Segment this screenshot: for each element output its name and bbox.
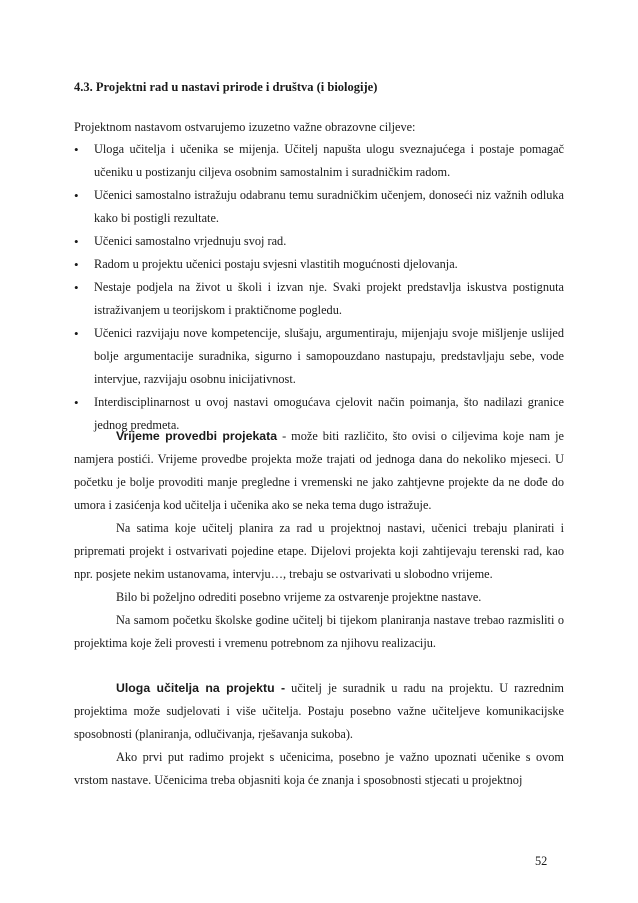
paragraph-text: - može biti različito, što ovisi o ciljevima koje nam je namjera postići. Vrijeme provedbe projekta može trajati od jednoga dana do nekoliko mjeseci. U početku je bolje provoditi manje pregledne i vremenski ne jako zahtjevne projekte da ne dođe do umora i zasićenja kod učitelja i učenika ako se neka tema dugo istražuje.: [74, 429, 565, 512]
paragraph-lesson-planning: [74, 517, 564, 586]
page-number: 52: [535, 854, 548, 868]
paragraph-text: Bilo bi poželjno odrediti posebno vrijeme za ostvarenje projektne nastave.: [116, 590, 482, 604]
paragraph-lead: Uloga učitelja na projektu -: [116, 681, 286, 695]
section-heading: 4.3. Projektni rad u nastavi prirode i društva (i biologije): [74, 80, 378, 94]
paragraph-text: Na samom početku školske godine učitelj bi tijekom planiranja nastave trebao razmisliti o projektima koje želi provesti i vremenu potrebnom za njihovu realizaciju.: [74, 613, 564, 650]
list-item: • Učenici razvijaju nove kompetencije, slušaju, argumentiraju, mijenjaju svoje mišljenje uslijed bolje argumentacije suradnika, sigurno i samopouzdano nastupaju, predstavljaju sebe, vode intervjue, razvijaju osobnu inicijativnost.: [74, 322, 564, 391]
paragraph-special-time: [74, 586, 564, 609]
paragraph-lead: Vrijeme provedbi projekata: [116, 429, 278, 443]
paragraph-school-year: [74, 609, 564, 655]
paragraph-text: Na satima koje učitelj planira za rad u projektnoj nastavi, učenici trebaju planirati i pripremati projekt i ostvarivati pojedine etape. Dijelovi projekta koji zahtijevaju terenski rad, kao npr. posjete nekim ustanovama, intervju…, trebaju se ostvarivati u slobodno vrijeme.: [74, 521, 564, 581]
body-text: [74, 425, 564, 792]
paragraph-text: Ako prvi put radimo projekt s učenicima, posebno je važno upoznati učenike s ovom vrstom nastave. Učenicima treba objasniti koja će znanja i sposobnosti stjecati u projektnoj: [74, 750, 564, 787]
list-item: • Učenici samostalno istražuju odabranu temu suradničkim učenjem, donoseći niz važnih odluka kako bi postigli rezultate.: [74, 184, 564, 230]
paragraph-project-time: [74, 425, 564, 517]
list-item: • Učenici samostalno vrjednuju svoj rad.: [74, 230, 564, 253]
list-item: • Interdisciplinarnost u ovoj nastavi omogućava cjelovit način poimanja, što nadilazi granice jednog predmeta.: [74, 391, 564, 437]
list-item: • Uloga učitelja i učenika se mijenja. Učitelj napušta ulogu sveznajućega i postaje pomagač učeniku u postizanju ciljeva osobnim samostalnim i suradničkim radom.: [74, 138, 564, 184]
list-item: • Radom u projektu učenici postaju svjesni vlastitih mogućnosti djelovanja.: [74, 253, 564, 276]
goals-list: [74, 138, 564, 437]
paragraph-first-project: [74, 746, 564, 792]
list-item: • Nestaje podjela na život u školi i izvan nje. Svaki projekt predstavlja iskustva postignuta istraživanjem u teorijskom i praktičnome pogledu.: [74, 276, 564, 322]
paragraph-text: učitelj je suradnik u radu na projektu. U razrednim projektima može sudjelovati i više učitelja. Postaju posebno važne učiteljeve komunikacijske sposobnosti (planiranja, odlučivanja, rješavanja sukoba).: [74, 681, 564, 741]
paragraph-teacher-role: [74, 677, 564, 746]
intro-text: Projektnom nastavom ostvarujemo izuzetno važne obrazovne ciljeve:: [74, 120, 416, 134]
